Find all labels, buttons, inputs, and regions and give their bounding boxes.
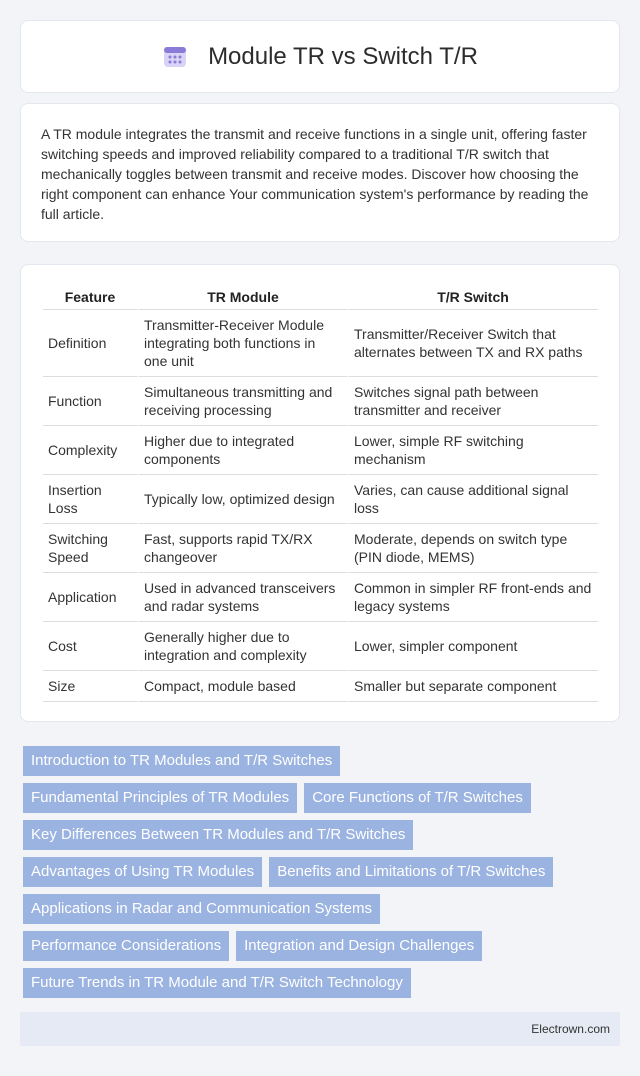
tr-module-cell: Compact, module based xyxy=(139,671,349,702)
feature-cell: Application xyxy=(43,573,139,622)
topic-tags xyxy=(23,746,623,1005)
feature-cell: Cost xyxy=(43,622,139,671)
page-title: Module TR vs Switch T/R xyxy=(208,42,478,70)
tr-module-cell: Simultaneous transmitting and receiving processing xyxy=(139,377,349,426)
tr-module-cell: Typically low, optimized design xyxy=(139,475,349,524)
tr-switch-cell: Common in simpler RF front-ends and legacy systems xyxy=(349,573,599,622)
tr-switch-cell: Smaller but separate component xyxy=(349,671,599,702)
table-row xyxy=(43,573,599,622)
tag-row xyxy=(23,968,623,998)
tag-row xyxy=(23,746,623,776)
topic-tag-link[interactable]: Benefits and Limitations of T/R Switches xyxy=(269,857,553,887)
tr-module-cell: Fast, supports rapid TX/RX changeover xyxy=(139,524,349,573)
table-row xyxy=(43,426,599,475)
tr-switch-cell: Transmitter/Receiver Switch that alternates between TX and RX paths xyxy=(349,310,599,377)
table-row xyxy=(43,671,599,702)
tr-module-cell: Generally higher due to integration and complexity xyxy=(139,622,349,671)
calendar-grid-icon xyxy=(162,44,188,70)
feature-cell: Size xyxy=(43,671,139,702)
header-feature: Feature xyxy=(43,285,139,310)
footer-site[interactable]: Electrown.com xyxy=(531,1022,610,1036)
tr-switch-cell: Varies, can cause additional signal loss xyxy=(349,475,599,524)
header-tr-module: TR Module xyxy=(139,285,349,310)
topic-tag-link[interactable]: Key Differences Between TR Modules and T/R Switches xyxy=(23,820,413,850)
footer xyxy=(20,1012,620,1046)
comparison-table-card xyxy=(20,264,620,722)
intro-text: A TR module integrates the transmit and receive functions in a single unit, offering faster switching speeds and improved reliability compared to a traditional T/R switch that mechanically toggles between transmit and receive modes. Discover how choosing the right component can enhance Your communication system's performance by reading the full article. xyxy=(41,126,589,222)
feature-cell: Insertion Loss xyxy=(43,475,139,524)
tag-row xyxy=(23,931,623,961)
tr-switch-cell: Lower, simple RF switching mechanism xyxy=(349,426,599,475)
tr-module-cell: Transmitter-Receiver Module integrating both functions in one unit xyxy=(139,310,349,377)
table-row xyxy=(43,622,599,671)
table-row xyxy=(43,524,599,573)
topic-tag-link[interactable]: Core Functions of T/R Switches xyxy=(304,783,531,813)
topic-tag-link[interactable]: Applications in Radar and Communication Systems xyxy=(23,894,380,924)
tag-row xyxy=(23,783,623,813)
tag-row xyxy=(23,820,623,850)
tr-switch-cell: Lower, simpler component xyxy=(349,622,599,671)
tr-switch-cell: Switches signal path between transmitter and receiver xyxy=(349,377,599,426)
tag-row xyxy=(23,894,623,924)
title-card xyxy=(20,20,620,93)
table-header-row xyxy=(43,285,599,310)
feature-cell: Complexity xyxy=(43,426,139,475)
feature-cell: Function xyxy=(43,377,139,426)
table-row xyxy=(43,310,599,377)
intro-card xyxy=(20,103,620,242)
feature-cell: Definition xyxy=(43,310,139,377)
tr-module-cell: Higher due to integrated components xyxy=(139,426,349,475)
table-row xyxy=(43,475,599,524)
tr-switch-cell: Moderate, depends on switch type (PIN diode, MEMS) xyxy=(349,524,599,573)
topic-tag-link[interactable]: Fundamental Principles of TR Modules xyxy=(23,783,297,813)
topic-tag-link[interactable]: Future Trends in TR Module and T/R Switch Technology xyxy=(23,968,411,998)
topic-tag-link[interactable]: Integration and Design Challenges xyxy=(236,931,482,961)
tr-module-cell: Used in advanced transceivers and radar systems xyxy=(139,573,349,622)
topic-tag-link[interactable]: Advantages of Using TR Modules xyxy=(23,857,262,887)
header-tr-switch: T/R Switch xyxy=(349,285,599,310)
feature-cell: Switching Speed xyxy=(43,524,139,573)
table-row xyxy=(43,377,599,426)
topic-tag-link[interactable]: Performance Considerations xyxy=(23,931,229,961)
topic-tag-link[interactable]: Introduction to TR Modules and T/R Switches xyxy=(23,746,340,776)
comparison-table xyxy=(43,285,599,702)
tag-row xyxy=(23,857,623,887)
